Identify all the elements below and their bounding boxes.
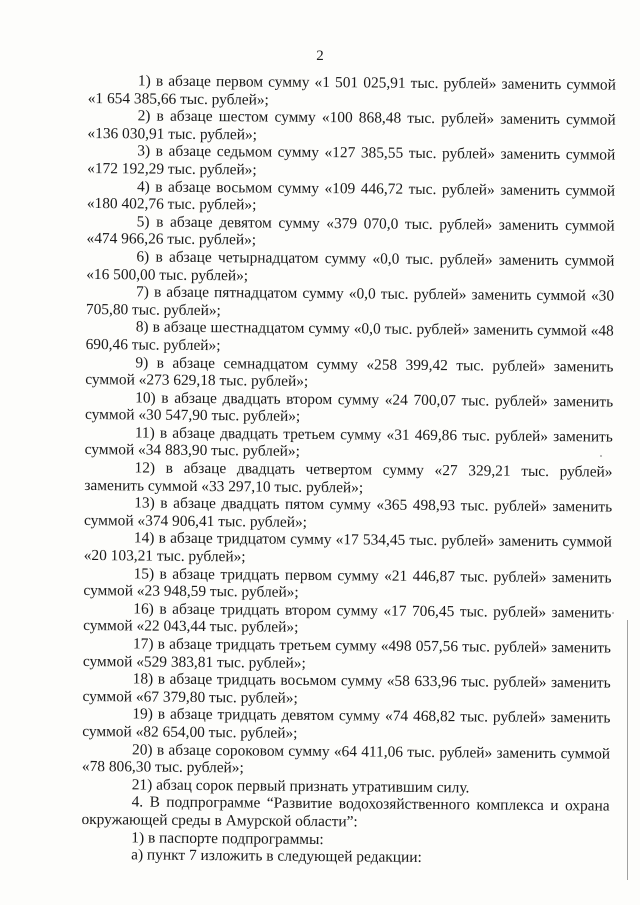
paragraph-item-12: 12) в абзаце двадцать четвертом сумму «27 329,21 тыс. рублей» заменить суммой «33 297,10 тыс. рублей»; [84,459,613,497]
document-body [81,72,616,868]
paragraph-item-15: 15) в абзаце тридцать первом сумму «21 446,87 тыс. рублей» заменить суммой «23 948,59 тыс. рублей»; [83,565,612,602]
paragraph-item-5: 5) в абзаце девятом сумму «379 070,0 тыс. рублей» заменить суммой «474 966,26 тыс. рублей»; [86,213,615,249]
paragraph-item-2: 2) в абзаце шестом сумму «100 868,48 тыс. рублей» заменить суммой «136 030,91 тыс. рублей»; [87,107,616,144]
paragraph-item-10: 10) в абзаце двадцать втором сумму «24 700,07 тыс. рублей» заменить суммой «30 547,90 тыс. рублей»; [84,389,614,426]
paragraph-item-8: 8) в абзаце шестнадцатом сумму «0,0 тыс. рублей» заменить суммой «48 690,46 тыс. рублей»; [85,318,614,355]
paragraph-item-9: 9) в абзаце семнадцатом сумму «258 399,42 тыс. рублей» заменить суммой «273 629,18 тыс. рублей»; [85,353,614,391]
paragraph-item-6: 6) в абзаце четырнадцатом сумму «0,0 тыс. рублей» заменить суммой «16 500,00 тыс. рублей»; [86,248,615,284]
paragraph-item-21: 21) абзац сорок первый признать утратившим силу. [131,776,470,797]
paragraph-item-13: 13) в абзаце двадцать пятом сумму «365 498,93 тыс. рублей» заменить суммой «374 906,41 тыс. рублей»; [84,494,613,531]
paragraph-item-point-7: а) пункт 7 изложить в следующей редакции: [131,846,422,867]
scan-speck [612,612,614,614]
paragraph-item-1: 1) в абзаце первом сумму «1 501 025,91 тыс. рублей» заменить суммой «1 654 385,66 тыс. рублей»; [87,72,616,109]
page-number: 2 [316,48,324,64]
paragraph-item-14: 14) в абзаце тридцатом сумму «17 534,45 тыс. рублей» заменить суммой «20 103,21 тыс. рублей»; [83,529,612,566]
scan-edge-line [627,620,628,880]
paragraph-item-passport: 1) в паспорте подпрограммы: [131,828,324,848]
section-heading-4: 4. В подпрограмме “Развитие водохозяйственного комплекса и охрана окружающей среды в Амурской области”: [81,793,610,831]
paragraph-item-11: 11) в абзаце двадцать третьем сумму «31 469,86 тыс. рублей» заменить суммой «34 883,90 тыс. рублей»; [84,424,613,461]
paragraph-item-19: 19) в абзаце тридцать девятом сумму «74 468,82 тыс. рублей» заменить суммой «82 654,00 тыс. рублей»; [82,705,611,742]
paragraph-item-20: 20) в абзаце сороковом сумму «64 411,06 тыс. рублей» заменить суммой «78 806,30 тыс. рублей»; [81,740,611,777]
paragraph-item-16: 16) в абзаце тридцать втором сумму «17 706,45 тыс. рублей» заменить суммой «22 043,44 тыс. рублей»; [83,600,612,637]
paragraph-item-18: 18) в абзаце тридцать восьмом сумму «58 633,96 тыс. рублей» заменить суммой «67 379,80 тыс. рублей»; [82,670,611,707]
scan-speck [600,455,602,457]
paragraph-item-3: 3) в абзаце седьмом сумму «127 385,55 тыс. рублей» заменить суммой «172 192,29 тыс. рублей»; [87,142,616,179]
paragraph-item-17: 17) в абзаце тридцать третьем сумму «498 057,56 тыс. рублей» заменить суммой «529 383,81 тыс. рублей»; [82,635,612,672]
paragraph-item-7: 7) в абзаце пятнадцатом сумму «0,0 тыс. рублей» заменить суммой «30 705,80 тыс. рублей»; [85,283,615,319]
paragraph-item-4: 4) в абзаце восьмом сумму «109 446,72 тыс. рублей» заменить суммой «180 402,76 тыс. рублей»; [86,177,616,214]
